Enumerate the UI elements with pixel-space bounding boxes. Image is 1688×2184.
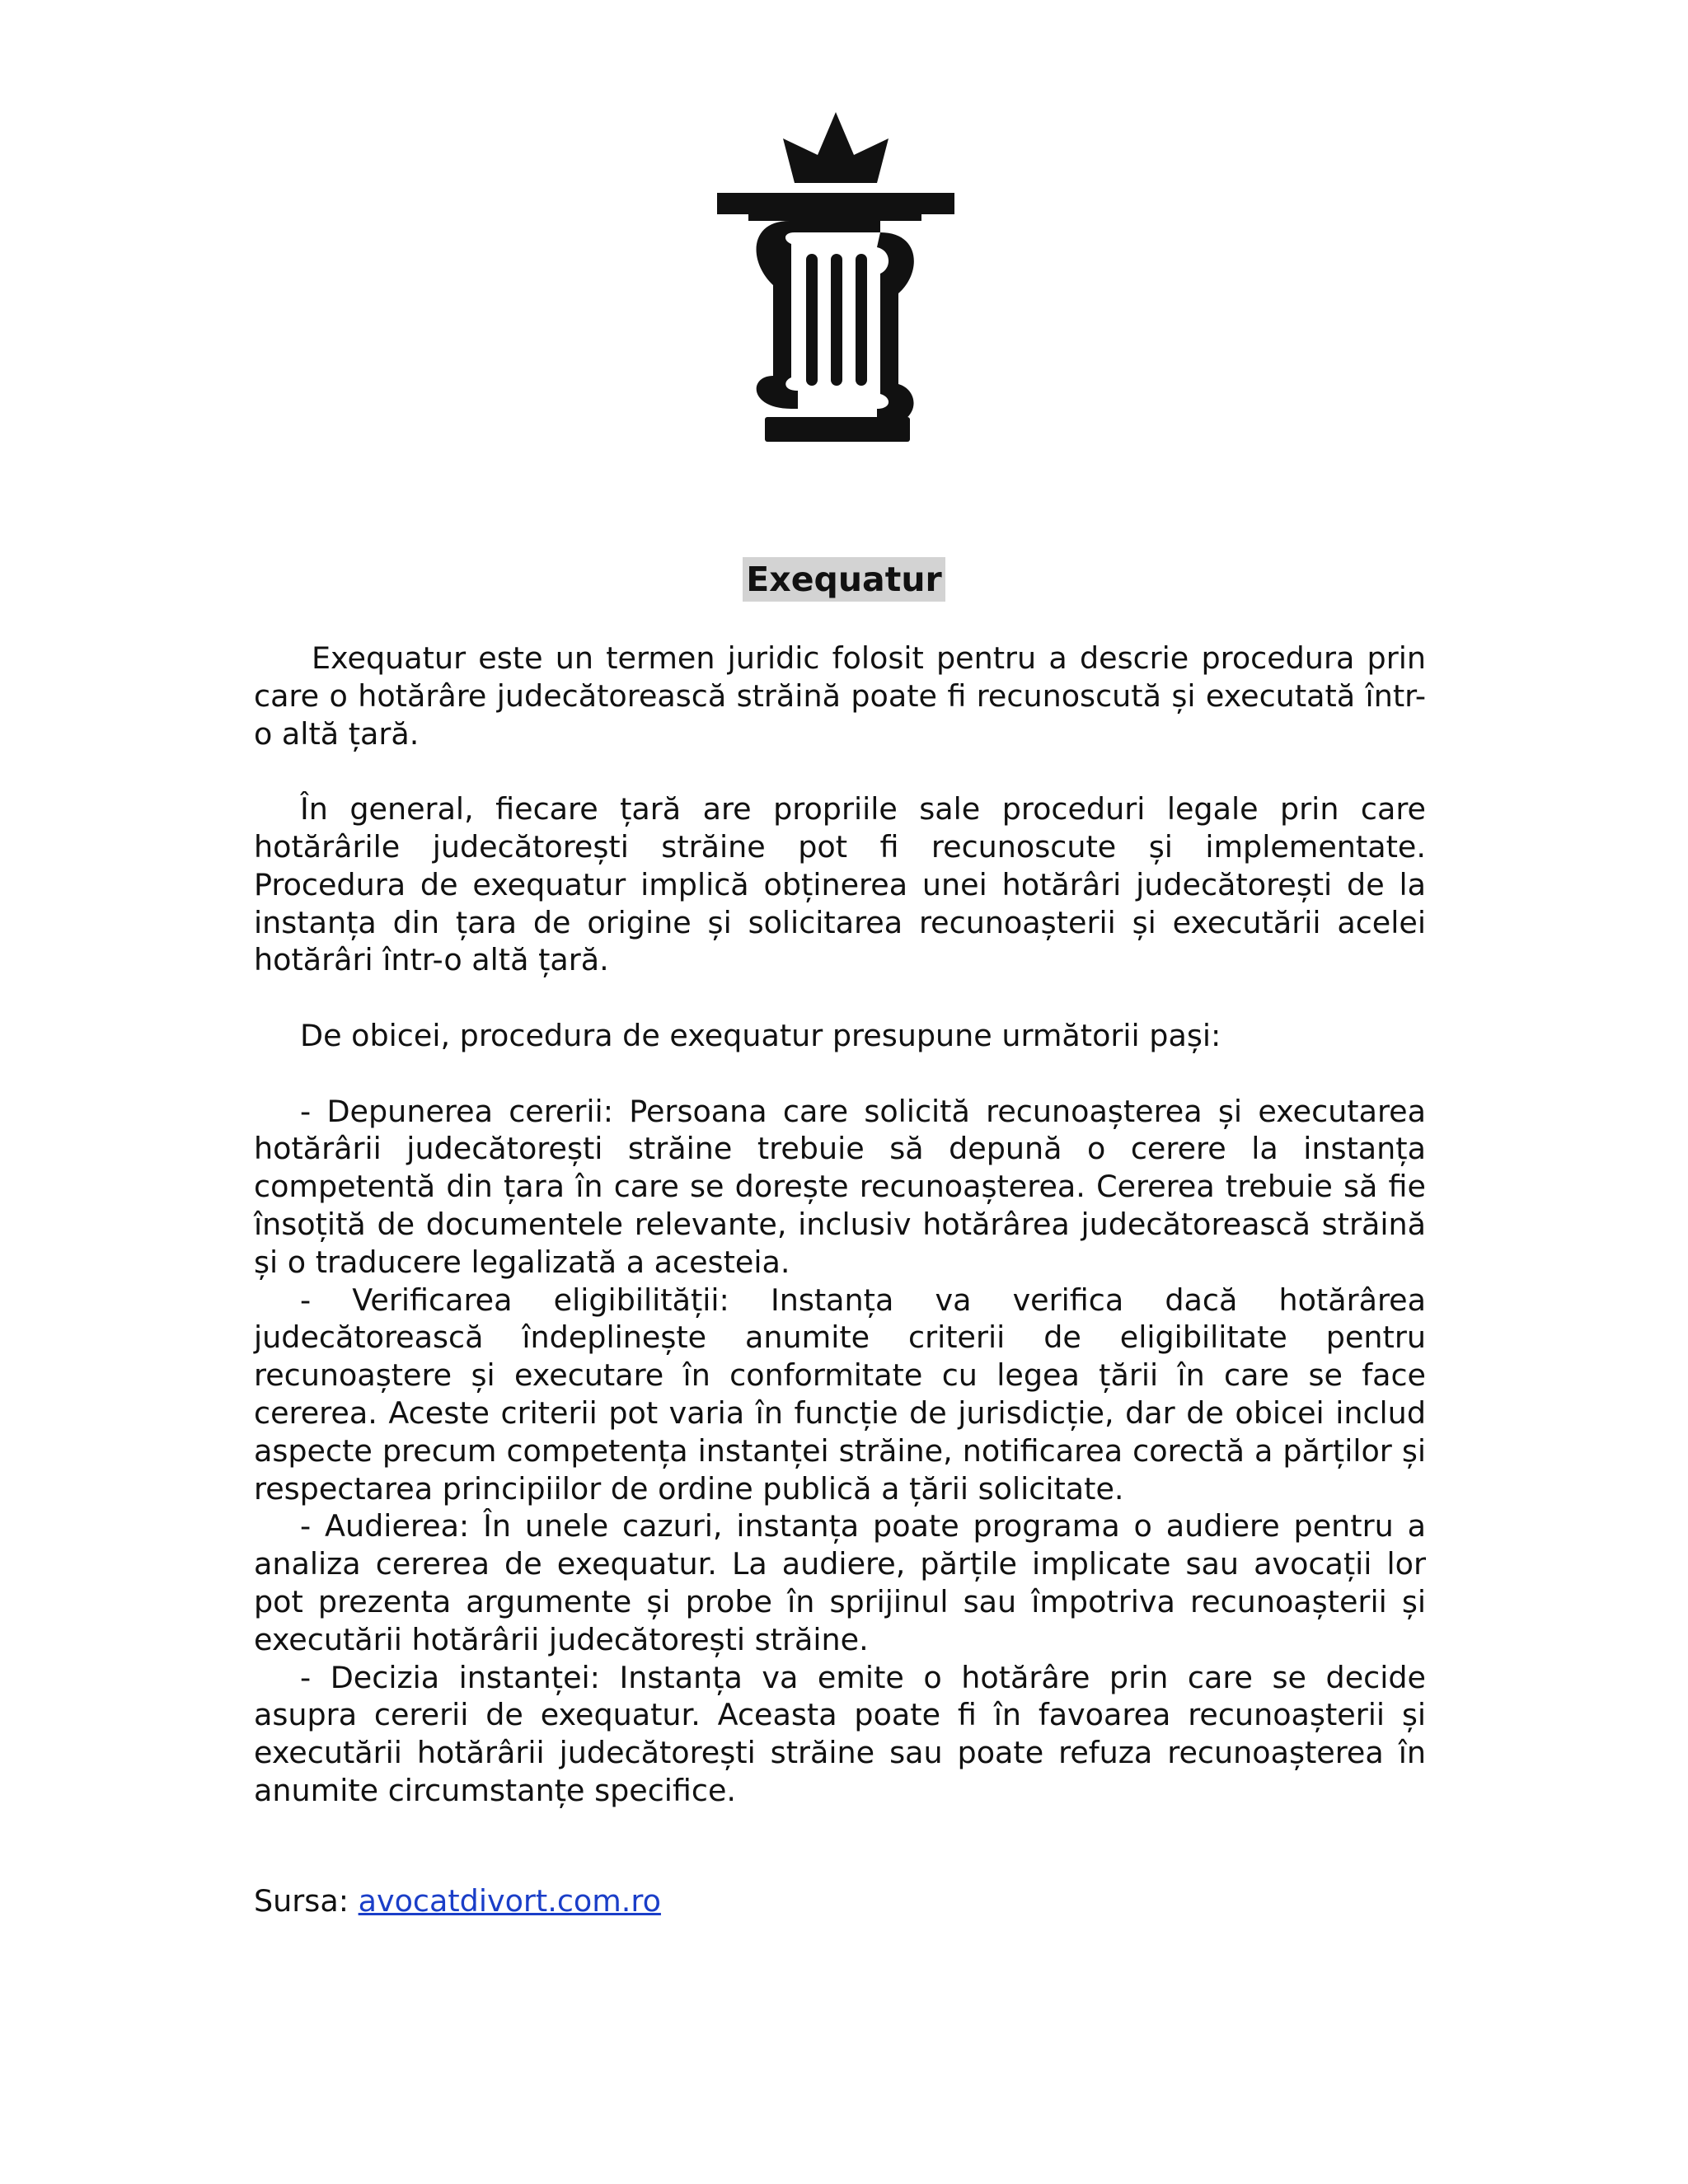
paragraph-gap <box>254 752 1426 790</box>
step-item: - Verificarea eligibilității: Instanța va verifica dacă hotărârea judecătorească îndeplinește anumite criterii de eligibilitate pentru recunoaștere și executare în conformitate cu legea țării în care se face cererea. Aceste criterii pot varia în funcție de jurisdicție, dar de obicei includ aspecte precum competența instanței străine, notificarea corectă a părților și respectarea principiilor de ordine publică a țării solicitate. <box>254 1282 1426 1507</box>
title-container <box>0 557 1688 602</box>
step-item: - Decizia instanței: Instanța va emite o hotărâre prin care se decide asupra cererii de exequatur. Aceasta poate fi în favoarea recunoașterii și executării hotărârii judecătorești străine sau poate refuza recunoașterea în anumite circumstanțe specifice. <box>254 1659 1426 1808</box>
paragraph-steps-intro: De obicei, procedura de exequatur presupune următorii pași: <box>300 1017 1221 1053</box>
crown-icon <box>783 112 889 183</box>
source-label: Sursa: <box>254 1883 349 1919</box>
source-line <box>254 1882 661 1920</box>
document-title: Exequatur <box>743 557 945 602</box>
paragraph-gap <box>254 1055 1426 1093</box>
paragraph-gap <box>254 979 1426 1017</box>
paragraph-general: În general, fiecare țară are propriile sale proceduri legale prin care hotărârile judecătorești străine pot fi recunoscute și implementate. Procedura de exequatur implică obținerea unei hotărâri judecătorești de la instanța din țara de origine și solicitarea recunoașterii și executării acelei hotărâri într-o altă țară. <box>254 791 1426 978</box>
crown-pillar-logo <box>715 112 956 443</box>
document-body <box>254 640 1426 1810</box>
step-item: - Audierea: În unele cazuri, instanța poate programa o audiere pentru a analiza cererea de exequatur. La audiere, părțile implicate sau avocații lor pot prezenta argumente și probe în sprijinul sau împotriva recunoașterii și executării hotărârii judecătorești străine. <box>254 1508 1426 1657</box>
step-item: - Depunerea cererii: Persoana care solicită recunoașterea și executarea hotărârii judecătorești străine trebuie să depună o cerere la instanța competentă din țara în care se dorește recunoașterea. Cererea trebuie să fie însoțită de documentele relevante, inclusiv hotărârea judecătorească străină și o traducere legalizată a acesteia. <box>254 1093 1426 1280</box>
paragraph-intro: Exequatur este un termen juridic folosit pentru a descrie procedura prin care o hotărâre judecătorească străină poate fi recunoscută și executată într-o altă țară. <box>254 640 1426 752</box>
source-link[interactable]: avocatdivort.com.ro <box>358 1883 661 1919</box>
